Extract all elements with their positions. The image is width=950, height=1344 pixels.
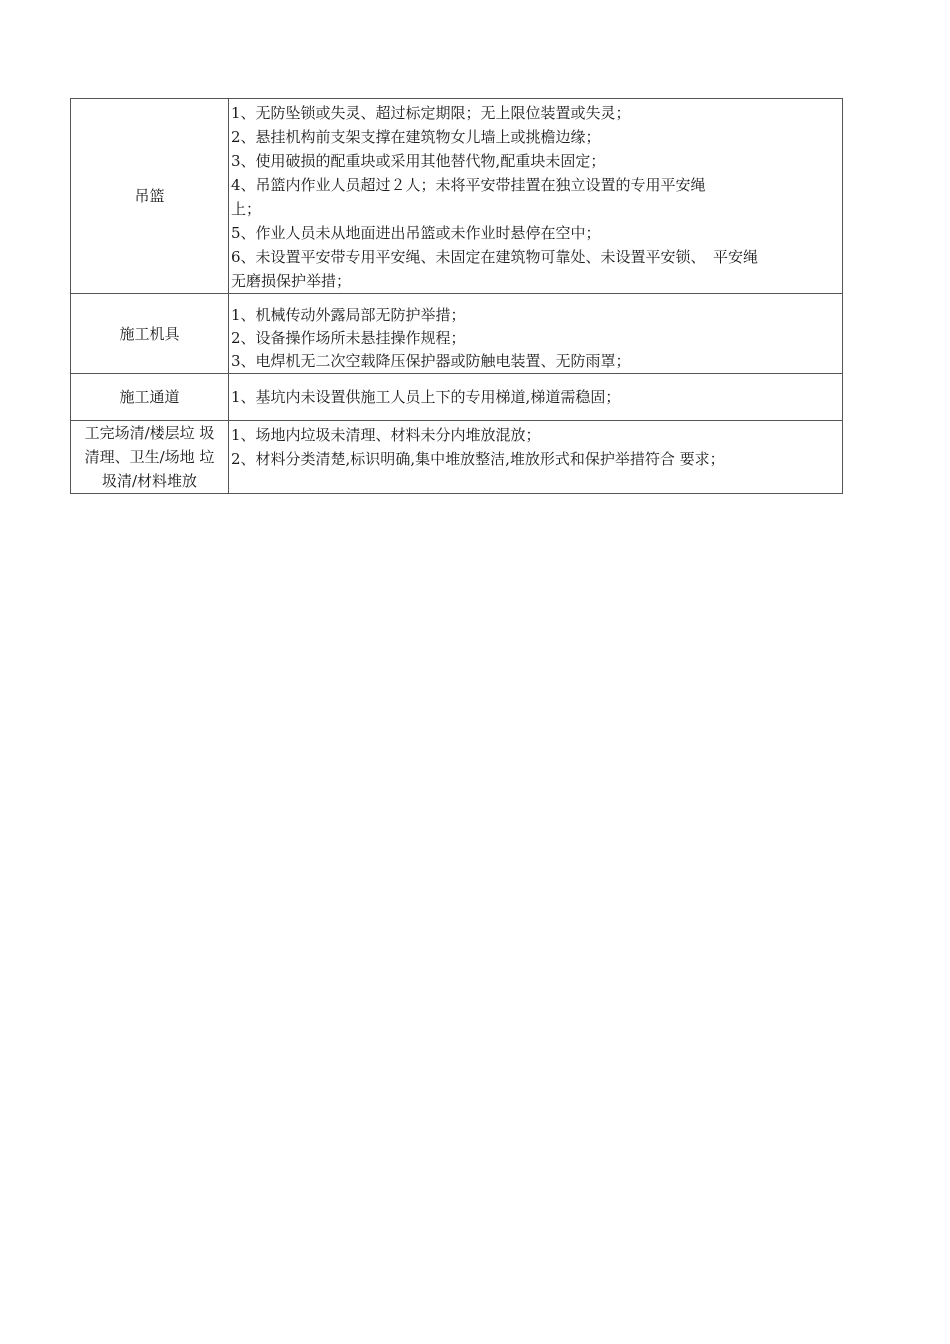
- category-line: 工完场清/楼层垃 圾: [84, 424, 215, 442]
- category-site-cleanup: [71, 421, 229, 494]
- list-item: 2、材料分类清楚,标识明确,集中堆放整洁,堆放形式和保护举措符合 要求；: [231, 450, 725, 468]
- list-item: 6、未设置平安带专用平安绳、未固定在建筑物可靠处、未设置平安锁、 平安绳: [231, 248, 759, 266]
- list-item: 4、吊篮内作业人员超过２人；未将平安带挂置在独立设置的专用平安绳: [231, 176, 706, 194]
- category-line: 圾清/材料堆放: [101, 472, 198, 490]
- table-row-site-cleanup: [71, 421, 843, 494]
- list-item: 3、电焊机无二次空载降压保护器或防触电装置、无防雨罩；: [231, 352, 631, 370]
- category-line: 清理、卫生/场地 垃: [84, 448, 215, 466]
- items-site-cleanup: [229, 421, 843, 494]
- list-item: 上；: [231, 200, 262, 218]
- inspection-table: [70, 98, 843, 494]
- list-item: 3、使用破损的配重块或采用其他替代物,配重块未固定；: [231, 152, 606, 170]
- list-item: 1、机械传动外露局部无防护举措；: [231, 306, 466, 324]
- category-hanging-basket: 吊篮: [71, 99, 229, 294]
- category-construction-tools: 施工机具: [71, 294, 229, 374]
- items-construction-tools: [229, 294, 843, 374]
- list-item: 无磨损保护举措；: [231, 272, 352, 290]
- list-item: 5、作业人员未从地面进出吊篮或未作业时悬停在空中；: [231, 224, 601, 242]
- table-row-construction-passage: [71, 374, 843, 421]
- list-item: 2、设备操作场所未悬挂操作规程；: [231, 329, 466, 347]
- table-row-hanging-basket: [71, 99, 843, 294]
- list-item: 1、无防坠锁或失灵、超过标定期限；无上限位装置或失灵；: [231, 104, 631, 122]
- items-hanging-basket: [229, 99, 843, 294]
- list-item: 1、基坑内未设置供施工人员上下的专用梯道,梯道需稳固；: [231, 388, 621, 406]
- table-row-construction-tools: [71, 294, 843, 374]
- list-item: 1、场地内垃圾未清理、材料未分内堆放混放；: [231, 426, 541, 444]
- category-construction-passage: 施工通道: [71, 374, 229, 421]
- items-construction-passage: [229, 374, 843, 421]
- list-item: 2、悬挂机构前支架支撑在建筑物女儿墙上或挑檐边缘；: [231, 128, 601, 146]
